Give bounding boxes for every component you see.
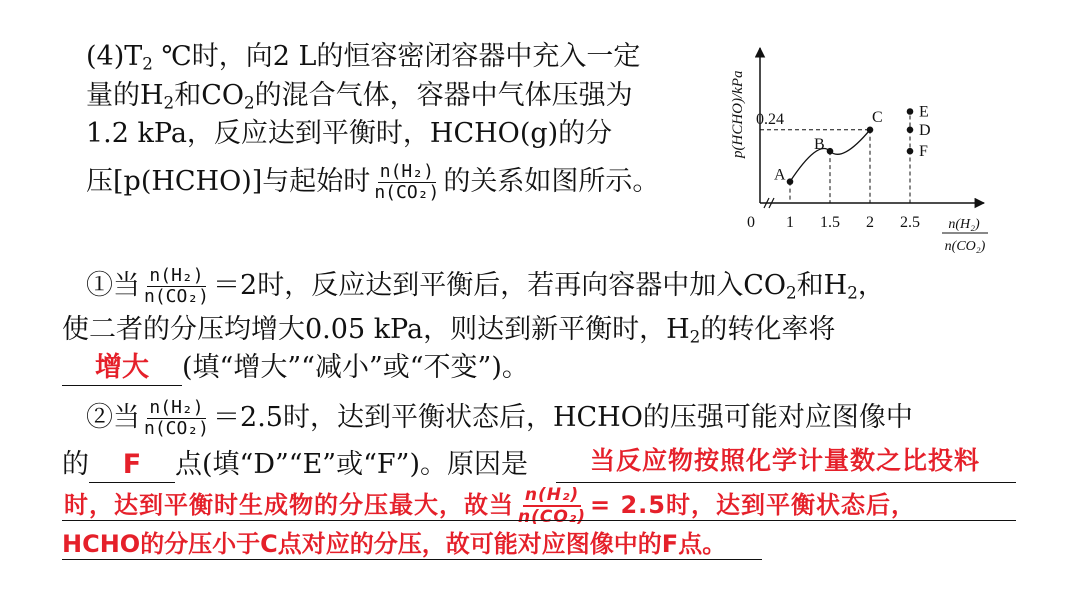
data-point-a [787,178,794,185]
q1-answer: 增大 [95,352,149,383]
q1-line1: ①当 $\frac{\text{n(H₂)}}{\text{n(CO₂)}}$ ＝2时，反应达到平衡后，若再向容器中加入$CO_2$和$H_2$， [86,265,885,307]
reason-underline-1 [556,482,1016,483]
x-tick-label: 0 [747,214,755,231]
x-tick-label: 1.5 [820,214,840,231]
reason-ratio-fraction: $\frac{\text{n(H₂)}}{\text{n(CO₂)}}$ [518,485,587,527]
chart-layer [730,48,988,254]
part4-line3: 1.2 kPa，反应达到平衡时，HCHO(g)的分 [86,118,613,149]
q2-reason-line1: 当反应物按照化学计量数之比投料 [590,446,981,475]
q2-answer: F [122,449,142,480]
point-label-e: E [919,103,929,121]
data-point-b [827,148,834,155]
q1-line3: 增大 (填“增大”“减小”或“不变”)。 [62,351,529,386]
q2-ratio-fraction: $\frac{\text{n(H₂)}}{\text{n(CO₂)}}$ [144,397,210,439]
data-point-f [907,148,914,155]
q2-reason-line2: 时，达到平衡时生成物的分压最大，故当 $\frac{\text{n(H₂)}}{\text{n(CO₂)}}$ = 2.5时，达到平衡状态后， [64,485,916,527]
point-label-f: F [919,143,928,161]
data-point-e [907,108,914,115]
y-tick-label: 0.24 [756,110,784,128]
data-point-d [907,127,914,134]
part4-line1: $(4)T_2$ ℃时，向2 L的恒容密闭容器中充入一定 [86,41,641,74]
point-label-b: B [814,136,825,154]
hcho-pressure-chart [722,38,1012,263]
part4-line2: 量的$H_2$和$CO_2$的混合气体，容器中气体压强为 [86,80,633,113]
q1-line2: 使二者的分压均增大0.05 kPa，则达到新平衡时，$H_2$的转化率将 [62,314,836,347]
point-label-d: D [919,121,931,139]
point-label-c: C [872,108,883,126]
x-tick-label: 1 [786,214,794,231]
x-tick-label: 2.5 [900,214,920,231]
q2-reason-line3: HCHO的分压小于C点对应的分压，故可能对应图像中的F点。 [62,530,727,558]
x-tick-label: 2 [866,214,874,231]
ratio-fraction: $\frac{\text{n(H₂)}}{\text{n(CO₂)}}$ [374,161,440,203]
x-axis-label-num: n(H₂) [948,217,980,232]
q2-answer-blank [89,448,175,483]
y-axis-label: p(HCHO)/kPa [730,70,746,158]
point-label-a: A [774,166,786,184]
reason-underline-2 [62,520,1016,521]
q1-ratio-fraction: $\frac{\text{n(H₂)}}{\text{n(CO₂)}}$ [144,265,210,307]
reason-underline-3 [62,559,762,560]
q2-line2: 的 F 点(填“D”“E”或“F”)。原因是 [62,448,528,483]
part4-line4: 压[p(HCHO)]与起始时 $\frac{\text{n(H₂)}}{\text{n(CO₂)}}$ 的关系如图所示。 [86,161,660,203]
data-point-c [867,127,874,134]
q1-answer-blank [62,351,182,386]
x-axis-label-den: n(CO₂) [944,239,986,254]
q2-line1: ②当 $\frac{\text{n(H₂)}}{\text{n(CO₂)}}$ ＝2.5时，达到平衡状态后，HCHO的压强可能对应图像中 [86,397,913,439]
